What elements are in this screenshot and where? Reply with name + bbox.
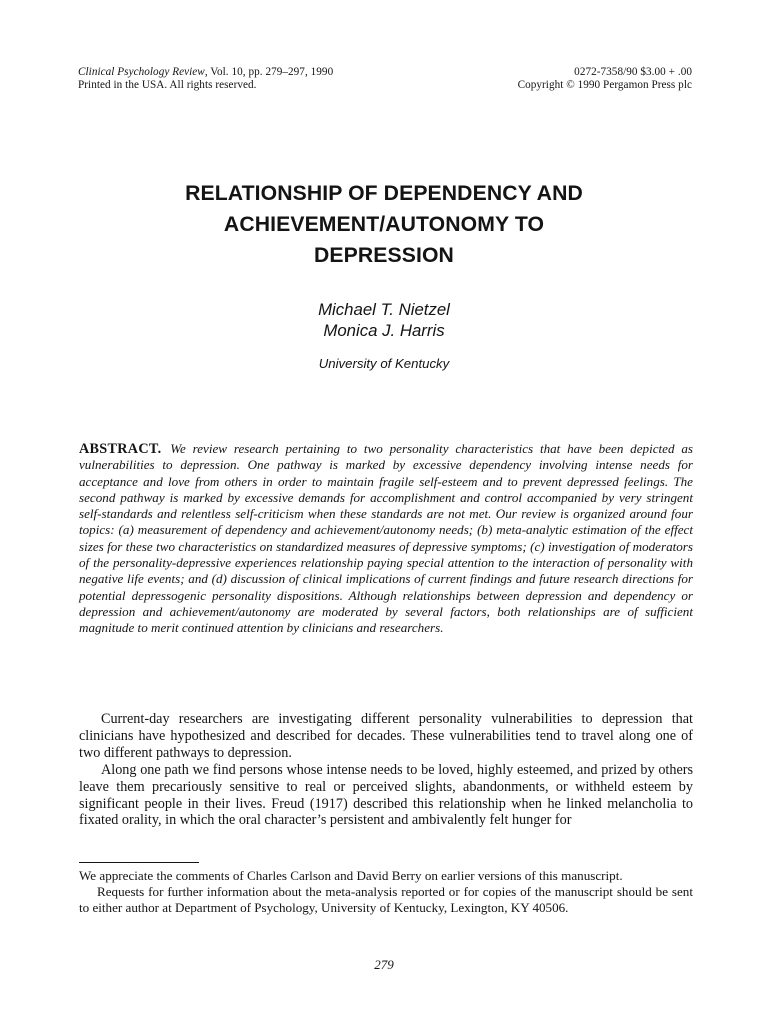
body-paragraph: Along one path we find persons whose intense needs to be loved, highly esteemed, and prized by others leave them precariously sensitive to real or perceived slights, abandonments, or withheld esteem by significant people in their lives. Freud (1917) described this relationship when he linked melancholia to fixated orality, in which the oral character’s persistent and ambivalently felt hunger for xyxy=(79,761,693,829)
article-title xyxy=(84,178,684,271)
body-text xyxy=(79,711,693,829)
running-header-left xyxy=(78,66,333,92)
body-paragraph: Current-day researchers are investigating different personality vulnerabilities to depression that clinicians have hypothesized and described for decades. These vulnerabilities tend to travel along one of two different pathways to depression. xyxy=(79,711,693,761)
abstract-heading: ABSTRACT. xyxy=(79,441,162,457)
footnotes xyxy=(79,868,693,916)
author-name: Monica J. Harris xyxy=(323,321,445,340)
abstract xyxy=(79,441,693,637)
author-affiliation: University of Kentucky xyxy=(318,356,450,371)
title-line-3: DEPRESSION xyxy=(314,244,454,267)
copyright-line: Copyright © 1990 Pergamon Press plc xyxy=(517,79,692,91)
title-line-1: RELATIONSHIP OF DEPENDENCY AND xyxy=(185,182,583,205)
price-code: 0272-7358/90 $3.00 + .00 xyxy=(574,66,692,78)
abstract-text: We review research pertaining to two personality characteristics that have been depicted as vulnerabilities to depression. One pathway is marked by excessive dependency involving intense needs for acceptance and love from others in order to maintain fragile self-esteem and to prevent depressed feelings. The second pathway is marked by excessive demands for accomplishment and control accompanied by very stringent self-standards and relentless self-criticism when these standards are not met. Our review is organized around four topics: (a) measurement of dependency and achievement/autonomy needs; (b) meta-analytic estimation of the effect sizes for these two characteristics on standardized measures of depressive symptoms; (c) investigation of moderators of the personality-depressive experiences relationship paying special attention to the interaction of personality with negative life events; and (d) discussion of clinical implications of current findings and future research directions for potential depressogenic personality dispositions. Although relationships between depression and dependency or depression and achievement/autonomy are moderated by several factors, both relationships are of sufficient magnitude to merit continued attention by clinicians and researchers. xyxy=(79,441,693,636)
footnote-divider xyxy=(79,862,199,863)
running-header-right xyxy=(518,66,692,92)
author-list xyxy=(84,299,684,341)
page-number: 279 xyxy=(374,957,394,972)
author-name: Michael T. Nietzel xyxy=(318,300,450,319)
rights-line: Printed in the USA. All rights reserved. xyxy=(78,79,257,91)
journal-name: Clinical Psychology Review xyxy=(78,66,205,78)
acknowledgment-note: We appreciate the comments of Charles Carlson and David Berry on earlier versions of this manuscript. xyxy=(79,868,623,883)
title-line-2: ACHIEVEMENT/AUTONOMY TO xyxy=(223,213,545,236)
volume-pages: , Vol. 10, pp. 279–297, 1990 xyxy=(204,66,334,78)
correspondence-note: Requests for further information about the meta-analysis reported or for copies of the manuscript should be sent to either author at Department of Psychology, University of Kentucky, Lexington, KY 40506. xyxy=(79,884,693,915)
citation-line xyxy=(78,66,333,79)
